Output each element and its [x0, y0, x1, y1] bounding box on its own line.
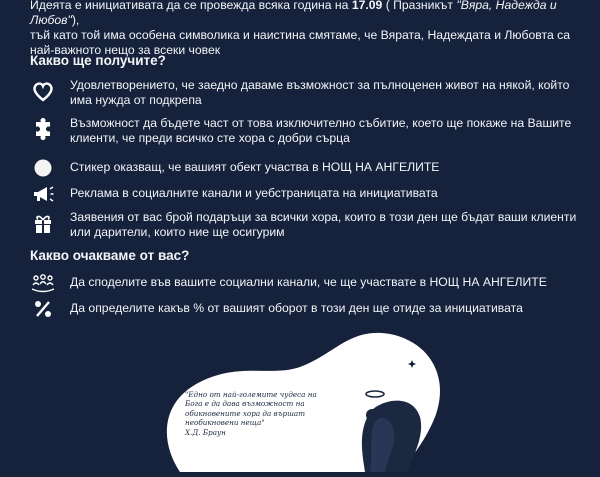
expectation-text: Да определите какъв % от вашият оборот в този ден ще отиде за инициативата [70, 301, 523, 315]
benefit-item [30, 78, 590, 108]
intro-line2: тъй като той има особена символика и наистина смятаме, че Вярата, Надеждата и Любовта са [30, 28, 570, 42]
heart-icon [30, 78, 56, 104]
puzzle-icon [30, 116, 56, 142]
people-icon [30, 270, 56, 296]
expectation-text: Да споделите във вашите социални канали, че ще участвате в НОЩ НА АНГЕЛИТЕ [70, 275, 547, 289]
intro-date: 17.09 [351, 0, 383, 12]
intro-text [30, 0, 590, 58]
quote-text: "Едно от най-големите чудеса на Бога е да дава възможност на обикновените хора да вършат необикновени неща" [185, 390, 317, 428]
percent-icon [30, 296, 56, 322]
intro-line1: Идеята е инициативата да се провежда всяка година на [30, 0, 349, 12]
benefit-text: Реклама в социалните канали и уебстраницата на инициативата [70, 186, 438, 200]
sticker-icon [30, 155, 56, 181]
quote-author: Х.Д. Браун [185, 427, 226, 437]
benefit-text: Стикер оказващ, че вашият обект участва в НОЩ НА АНГЕЛИТЕ [70, 160, 440, 174]
gift-icon [30, 210, 56, 236]
intro-line3: най-важното нещо за всеки човек [30, 43, 221, 57]
benefit-item [30, 181, 590, 207]
benefit-text: Заявения от вас брой подаръци за всички хора, които в този ден ще бъдат ваши клиенти или дарители, които ние ще осигурим [70, 210, 577, 239]
benefit-text: Възможност да бъдете част от това изключително събитие, което ще покаже на Вашите клиенти, че преди всичко сте хора с добри сърца [70, 116, 572, 145]
benefit-item [30, 210, 590, 240]
intro-mid: ( Празникът [385, 0, 453, 12]
expectation-item [30, 270, 590, 296]
quote-block [185, 390, 335, 437]
benefits-heading: Какво ще получите? [30, 53, 166, 68]
benefit-item [30, 155, 590, 181]
expectations-heading: Какво очакваме от вас? [30, 248, 190, 263]
benefit-text: Удовлетворението, че заедно даваме възможност за пълноценен живот на някой, който има нужда от подкрепа [70, 78, 570, 107]
intro-holiday: "Вяра, Надежда и Любов" [30, 0, 557, 27]
benefit-item [30, 116, 590, 146]
expectation-item [30, 296, 590, 322]
megaphone-icon [30, 181, 56, 207]
intro-end: ), [71, 13, 80, 27]
